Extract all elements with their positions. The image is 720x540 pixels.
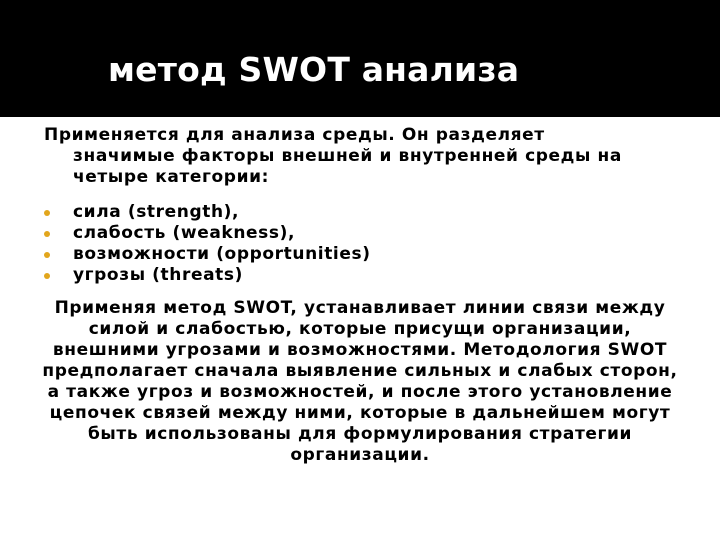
list-item bbox=[44, 265, 371, 286]
bullet-icon bbox=[44, 273, 50, 279]
intro-first-line: Применяется для анализа среды. Он разделяет bbox=[44, 125, 545, 145]
slide-title: метод SWOT анализа bbox=[108, 50, 520, 89]
list-item-label: возможности (opportunities) bbox=[73, 244, 371, 264]
bullet-icon bbox=[44, 210, 50, 216]
bullet-icon bbox=[44, 252, 50, 258]
intro-continuation: значимые факторы внешней и внутренней среды на четыре категории: bbox=[73, 146, 622, 187]
title-bar bbox=[0, 0, 720, 117]
list-item-label: угрозы (threats) bbox=[73, 265, 243, 285]
slide-body bbox=[0, 120, 720, 540]
list-item bbox=[44, 244, 371, 265]
body-paragraph: Применяя метод SWOT, устанавливает линии связи между силой и слабостью, которые присущи организации, внешними угрозами и возможностями. Методология SWOT предполагает сначала выявление сильных и слабых сторон, а также угроз и возможностей, и после этого установление цепочек связей между ними, которые в дальнейшем могут быть использованы для формулирования стратегии организации. bbox=[42, 298, 678, 465]
list-item bbox=[44, 223, 371, 244]
list-item-label: сила (strength), bbox=[73, 202, 240, 222]
bullet-icon bbox=[44, 231, 50, 237]
list-item-label: слабость (weakness), bbox=[73, 223, 296, 243]
intro-text bbox=[44, 125, 684, 188]
swot-category-list bbox=[44, 202, 371, 286]
list-item bbox=[44, 202, 371, 223]
